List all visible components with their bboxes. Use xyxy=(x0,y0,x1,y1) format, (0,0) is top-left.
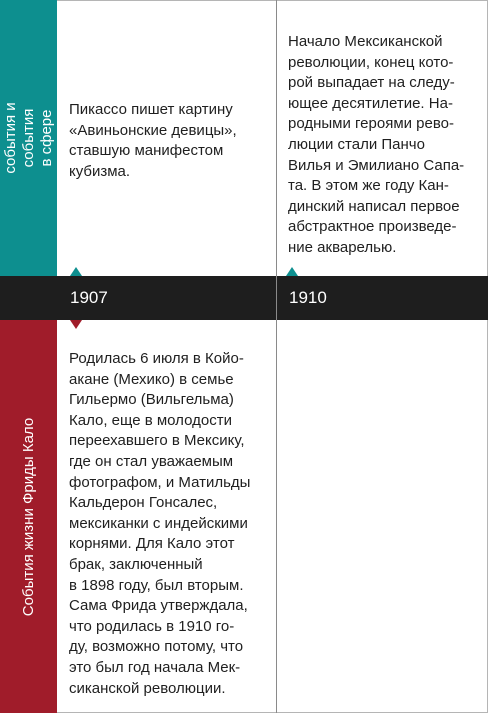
year-label-1907: 1907 xyxy=(70,288,108,307)
frida-section-band xyxy=(0,320,57,713)
timeline-divider xyxy=(276,276,277,320)
history-section-label: события и события в сфере искусства xyxy=(1,102,73,174)
frida-section-label: События жизни Фриды Кало xyxy=(19,417,37,616)
frida-event-1907: Родилась 6 июля в Койо- акане (Мехико) в семье Гильермо (Вильгельма) Кало, еще в молодости переехавшего в Мексику, где он стал уважаемым фотографом, и Матильды Кальдерон Гонсалес, мексиканки с индейскими корнями. Для Кало этот брак, заключенный в 1898 году, был вторым. Сама Фрида утверждала, что родилась в 1910 го- ду, возможно потому, что это был год начала Мек- сиканской революции. xyxy=(69,350,251,697)
history-section-band xyxy=(0,0,73,276)
year-label-1910: 1910 xyxy=(289,288,327,307)
column-divider-lower xyxy=(276,320,277,713)
timeline-left-cap xyxy=(0,276,57,320)
frame-top-line xyxy=(57,0,488,1)
frida-marker-1907 xyxy=(70,320,82,329)
history-marker-1907 xyxy=(70,267,82,276)
timeline-bar xyxy=(57,276,488,320)
history-event-1910: Начало Мексиканской революции, конец кото- рой выпадает на следу- ющее десятилетие. На- родными героями рево- люции стали Панчо Вилья и Эмилиано Сапа- та. В этом же году Кан- динский написал первое абстрактное произведе- ние акварелью. xyxy=(288,33,465,256)
history-event-1907: Пикассо пишет картину «Авиньонские девицы», ставшую манифестом кубизма. xyxy=(69,101,237,180)
column-divider-upper xyxy=(276,0,277,276)
history-marker-1910 xyxy=(286,267,298,276)
